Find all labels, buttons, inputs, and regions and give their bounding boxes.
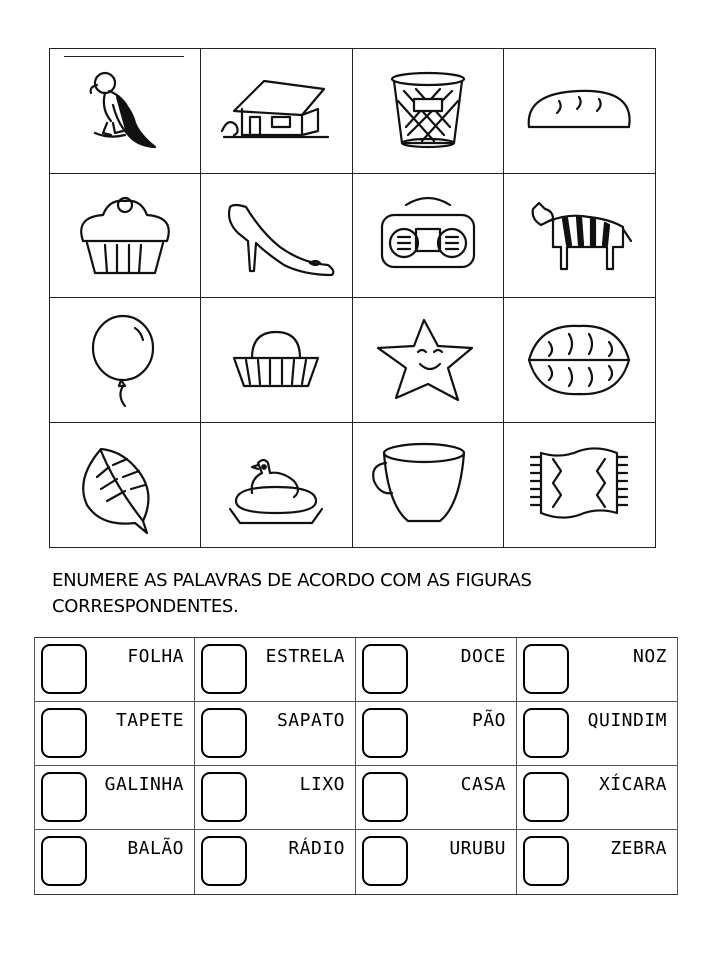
number-box[interactable]: [362, 708, 408, 758]
word-cell: [34, 702, 195, 766]
number-box[interactable]: [201, 708, 247, 758]
word-label: RÁDIO: [288, 838, 345, 859]
number-box[interactable]: [41, 644, 87, 694]
picture-cell-house: [201, 49, 352, 174]
picture-cell-walnut: [504, 298, 655, 423]
word-cell: [517, 638, 678, 702]
picture-cell-cupcake: [50, 174, 201, 299]
word-cell: [195, 830, 356, 894]
number-box[interactable]: [41, 772, 87, 822]
picture-cell-cup: [353, 423, 504, 548]
number-box[interactable]: [362, 836, 408, 886]
word-cell: [195, 766, 356, 830]
picture-cell-shoe: [201, 174, 352, 299]
word-label: URUBU: [449, 838, 506, 859]
number-box[interactable]: [201, 772, 247, 822]
word-label: SAPATO: [276, 710, 345, 731]
radio-icon: [368, 185, 488, 285]
word-label: CASA: [460, 774, 506, 795]
word-cell: [356, 830, 517, 894]
quindim-icon: [216, 310, 336, 410]
instructions-line-1: ENUMERE AS PALAVRAS DE ACORDO COM AS FIGURAS: [52, 570, 532, 591]
cupcake-icon: [65, 185, 185, 285]
picture-cell-vulture: [50, 49, 201, 174]
word-cell: [34, 766, 195, 830]
zebra-icon: [519, 185, 639, 285]
walnut-icon: [519, 310, 639, 410]
word-label: TAPETE: [115, 710, 184, 731]
leaf-icon: [65, 435, 185, 535]
star-icon: [368, 310, 488, 410]
word-cell: [517, 830, 678, 894]
bread-icon: [519, 61, 639, 161]
picture-cell-zebra: [504, 174, 655, 299]
picture-cell-quindim: [201, 298, 352, 423]
word-cell: [195, 702, 356, 766]
word-cell: [34, 638, 195, 702]
shoe-icon: [216, 185, 336, 285]
trash-bin-icon: [368, 61, 488, 161]
word-cell: [356, 702, 517, 766]
number-box[interactable]: [362, 644, 408, 694]
word-cell: [34, 830, 195, 894]
word-label: QUINDIM: [587, 710, 667, 731]
word-cell: [356, 638, 517, 702]
instructions: [52, 568, 652, 620]
word-cell: [517, 702, 678, 766]
word-label: LIXO: [299, 774, 345, 795]
vulture-icon: [65, 61, 185, 161]
number-box[interactable]: [523, 836, 569, 886]
picture-cell-radio: [353, 174, 504, 299]
instructions-line-2: CORRESPONDENTES.: [52, 596, 239, 617]
word-table: [34, 637, 678, 895]
picture-cell-rug: [504, 423, 655, 548]
word-cell: [356, 766, 517, 830]
word-label: NOZ: [632, 646, 667, 667]
number-box[interactable]: [362, 772, 408, 822]
word-cell: [517, 766, 678, 830]
word-label: ESTRELA: [265, 646, 345, 667]
picture-cell-trash-bin: [353, 49, 504, 174]
cup-icon: [368, 435, 488, 535]
picture-cell-bread: [504, 49, 655, 174]
number-box[interactable]: [41, 836, 87, 886]
picture-cell-balloon: [50, 298, 201, 423]
picture-grid: [49, 48, 656, 548]
word-label: DOCE: [460, 646, 506, 667]
number-box[interactable]: [523, 644, 569, 694]
balloon-icon: [65, 310, 185, 410]
word-label: PÃO: [471, 710, 506, 731]
number-box[interactable]: [201, 836, 247, 886]
hen-icon: [216, 435, 336, 535]
picture-cell-hen: [201, 423, 352, 548]
word-label: XÍCARA: [598, 774, 667, 795]
word-label: ZEBRA: [610, 838, 667, 859]
picture-cell-leaf: [50, 423, 201, 548]
word-cell: [195, 638, 356, 702]
word-label: GALINHA: [104, 774, 184, 795]
house-icon: [216, 61, 336, 161]
word-label: BALÃO: [127, 838, 184, 859]
number-box[interactable]: [523, 708, 569, 758]
rug-icon: [519, 435, 639, 535]
picture-cell-star: [353, 298, 504, 423]
number-box[interactable]: [523, 772, 569, 822]
number-box[interactable]: [41, 708, 87, 758]
word-label: FOLHA: [127, 646, 184, 667]
number-box[interactable]: [201, 644, 247, 694]
